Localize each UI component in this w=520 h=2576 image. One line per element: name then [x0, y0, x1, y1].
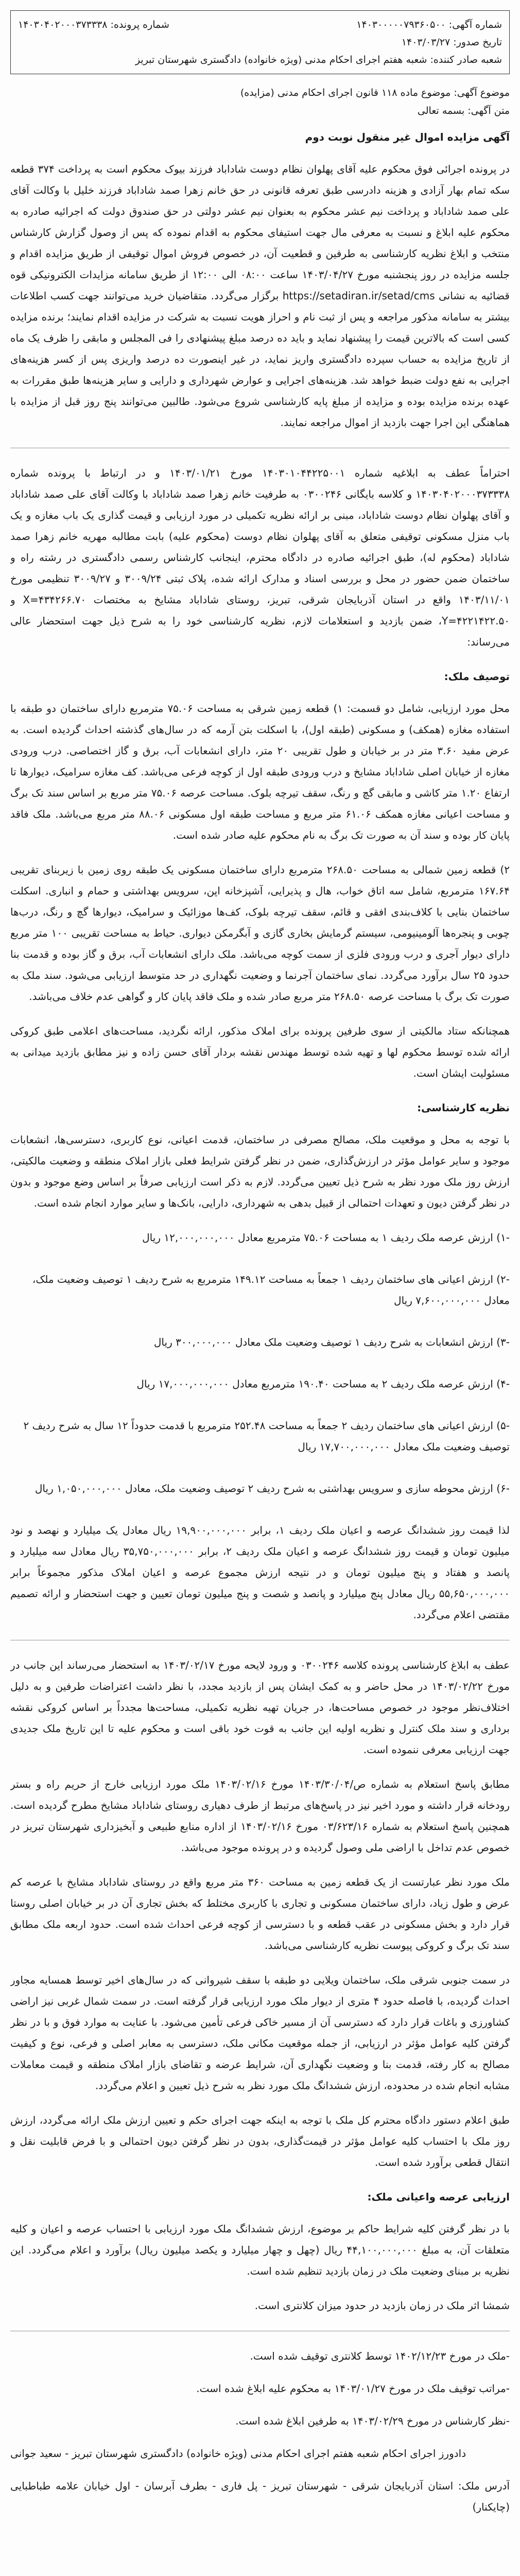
case-number: شماره پرونده: ۱۴۰۳۰۴۰۲۰۰۰۳۷۳۳۳۸: [18, 19, 169, 30]
valuation-item: -۲) ارزش اعیانی های ساختمان ردیف ۱ جمعاً به مساحت ۱۴۹.۱۲ مترمربع به شرح ردیف ۱ توصیف وضعیت ملک، معادل ۷,۶۰۰,۰۰۰,۰۰۰ ریال: [32, 1273, 510, 1307]
issuing-branch: شعبه صادر کننده: شعبه هفتم اجرای احکام مدنی (ویژه خانواده) دادگستری شهرستان تبریز: [135, 54, 502, 65]
paragraph-note: شمشا اثر ملک در زمان بازدید در حدود میزان کلانتری است.: [254, 2299, 510, 2312]
notice-number: شماره آگهی: ۱۴۰۳۰۰۰۰۰۷۹۳۶۰۵۰۰: [356, 19, 502, 30]
footer-notification-date: -مراتب توقیف ملک در مورخ ۱۴۰۳/۰۱/۲۷ به محکوم علیه ابلاغ شده است.: [196, 2382, 510, 2395]
footer: [10, 2346, 510, 2518]
footer-signature: دادورز اجرای احکام شعبه هفتم اجرای احکام مدنی (ویژه خانواده) دادگستری شهرستان تبریز - سعید جوانی: [10, 2447, 466, 2460]
issue-date: تاریخ صدور: ۱۴۰۳/۰۳/۲۷: [401, 37, 502, 48]
footer-opinion-date: -نظر کارشناس در مورخ ۱۴۰۳/۰۲/۲۹ به طرفین ابلاغ شده است.: [235, 2415, 510, 2427]
paragraph-expert-opinion: با توجه به محل و موقعیت ملک، مصالح مصرفی در ساختمان، قدمت اعیانی، نوع کاربری، دسترسی‌ها، انشعابات موجود و سایر عوامل مؤثر در ارزش‌گذاری، ضمن در نظر گرفتن شرایط فعلی بازار املاک منطقه و وضعیت مالکیتی، ارزش روز ملک مورد نظر به شرح ذیل تعیین می‌گردد. لازم به ذکر است ارزیابی صرفاً بر اساس وضع موجود و بدون در نظر گرفتن دیون و تعهدات احتمالی از قبیل بدهی به شهرداری، دارایی، بانک‌ها و سایر موارد انجام شده است.: [10, 1133, 510, 1209]
paragraph-property-2: ۲) قطعه زمین شمالی به مساحت ۲۶۸.۵۰ مترمربع دارای ساختمان مسکونی یک طبقه روی زمین با زیربنای تقریبی ۱۶۷.۶۴ مترمربع، شامل سه اتاق خواب، هال و پذیرایی، آشپزخانه اپن، سرویس بهداشتی و حمام و انباری. اسکلت ساختمان بنایی با کلاف‌بندی افقی و قائم، سقف تیرچه بلوک، کف‌ها موزائیک و سرامیک، دیوارها گچ و رنگ، درب‌ها چوبی و پنجره‌ها آلومینیومی، سیستم گرمایش بخاری گازی و آبگرمکن دیواری. حیاط به مساحت تقریبی ۱۰۰ متر مربع دارای دیوار آجری و درب ورودی فلزی از سمت کوچه می‌باشد. ملک دارای انشعابات آب، برق و گاز بوده و قدمت بنا حدود ۲۵ سال برآورد می‌گردد. نمای ساختمان آجرنما و وضعیت نگهداری در حد متوسط ارزیابی می‌شود. سند ملک به صورت تک برگ با مساحت عرصه ۲۶۸.۵۰ متر مربع صادر شده و ملک فاقد پایان کار و گواهی عدم خلاف می‌باشد.: [10, 863, 510, 1003]
expert-opinion-heading: نظریه کارشناسی:: [417, 1101, 510, 1114]
property-description-heading: توصیف ملک:: [444, 670, 510, 683]
notice-subject: موضوع آگهی: موضوع ماده ۱۱۸ قانون اجرای احکام مدنی (مزایده): [240, 87, 510, 98]
footer-seizure-date: -ملک در مورخ ۱۴۰۲/۱۲/۲۳ توسط کلانتری توقیف شده است.: [250, 2350, 510, 2362]
valuation-item: -۱) ارزش عرصه ملک ردیف ۱ به مساحت ۷۵.۰۶ مترمربع معادل ۱۲,۰۰۰,۰۰۰,۰۰۰ ریال: [142, 1231, 510, 1244]
paragraph-inquiry-response: مطابق پاسخ استعلام به شماره ص/۱۴۰۳/۳۰/۰۴ مورخ ۱۴۰۳/۰۲/۱۶ ملک مورد ارزیابی خارج از حریم راه و بستر رودخانه قرار داشته و مورد اخیر نیز در پاسخ‌های مرتبط از طرف دهیاری روستای شاداباد مشایخ مطرح گردیده است. همچنین پاسخ استعلام به شماره ۰۳/۶۲۳/۱۶ مورخ ۱۴۰۳/۰۲/۱۶ از اداره منابع طبیعی و آبخیزداری شهرستان تبریز در خصوص عدم تداخل با اراضی ملی وصول گردیده و در پرونده موجود می‌باشد.: [10, 1778, 510, 1854]
valuation-item: -۵) ارزش اعیانی های ساختمان ردیف ۲ جمعاً به مساحت ۲۵۲.۴۸ مترمربع با قدمت حدوداً ۱۲ سال به شرح ردیف ۲ توصیف وضعیت ملک معادل ۱۷,۷۰۰,۰۰۰,۰۰۰ ریال: [23, 1419, 510, 1453]
valuation-item: -۶) ارزش محوطه سازی و سرویس بهداشتی به شرح ردیف ۲ توصیف وضعیت ملک، معادل ۱,۰۵۰,۰۰۰,۰۰۰ ریال: [34, 1482, 510, 1495]
paragraph-supplementary-review: عطف به ابلاغ کارشناسی پرونده کلاسه ۰۳۰۰۲۴۶ و ورود لایحه مورخ ۱۴۰۳/۰۲/۱۷ به استحضار می‌رساند این جانب در مورخ ۱۴۰۳/۰۲/۲۲ در محل حاضر و به کمک ایشان پس از بازدید مجدد، با نظر داشت اعتراضات طرفین و به دلیل اختلاف‌نظر موجود در خصوص مساحت‌ها، در جریان تهیه نظریه تکمیلی، مساحت‌ها مجدداً بر اساس کروکی نقشه برداری و سند ملک کنترل و نظریه اولیه این جانب به قوت خود باقی است و محکوم علیه تا این تاریخ ملک جدیدی جهت ارزیابی معرفی ننموده است.: [10, 1659, 510, 1756]
paragraph-surroundings: در سمت جنوبی شرقی ملک، ساختمان ویلایی دو طبقه با سقف شیروانی که در سال‌های اخیر توسط همسایه مجاور احداث گردیده، با فاصله حدود ۴ متری از دیوار ملک مورد ارزیابی قرار گرفته است. در سمت شمال غربی نیز اراضی کشاورزی و باغات قرار دارد که دسترسی آن از مسیر خاکی فرعی تأمین می‌شود. با عنایت به موارد فوق و با در نظر گرفتن کلیه عوامل مؤثر در ارزیابی، از جمله موقعیت مکانی ملک، دسترسی به معابر اصلی و فرعی، نوع و کیفیت مصالح به کار رفته، قدمت بنا و وضعیت نگهداری آن، شرایط عرضه و تقاضای بازار املاک منطقه و قیمت معاملات مشابه انجام شده در محدوده، ارزش ششدانگ ملک مورد نظر به شرح ذیل تعیین و اعلام می‌گردد.: [10, 1974, 510, 2092]
final-valuation-heading: ارزیابی عرصه واعیانی ملک:: [367, 2191, 510, 2203]
valuation-item: -۴) ارزش عرصه ملک ردیف ۲ به مساحت ۱۹۰.۴۰ مترمربع معادل ۱۷,۰۰۰,۰۰۰,۰۰۰ ریال: [136, 1378, 510, 1390]
intro-heading: آگهی مزایده اموال غیر منقول نوبت دوم: [305, 131, 510, 143]
paragraph-final-value: با در نظر گرفتن کلیه شرایط حاکم بر موضوع، ارزش ششدانگ ملک مورد ارزیابی با احتساب عرصه و اعیان و کلیه متعلقات آن، به مبلغ ۴۴,۱۰۰,۰۰۰,۰۰۰ ریال (چهل و چهار میلیارد و یکصد میلیون ریال) برآورد و اعلام می‌گردد. این نظریه بر مبنای وضعیت ملک در زمان بازدید تنظیم شده است.: [10, 2223, 510, 2277]
paragraph-property-summary: ملک مورد نظر عبارتست از یک قطعه زمین به مساحت ۳۶۰ متر مربع واقع در روستای شاداباد مشایخ با عرصه کم عرض و طول زیاد، دارای ساختمان مسکونی و تجاری با کاربری مختلط که بخش تجاری آن در بر خیابان اصلی روستا قرار دارد و بخش مسکونی در عقب قطعه و با دسترسی از کوچه فرعی احداث شده است. حدود اربعه ملک مطابق سند تک برگ و کروکی پیوست نظریه کارشناسی می‌باشد.: [10, 1876, 510, 1952]
paragraph-expert-intro: احتراماً عطف به ابلاغیه شماره ۱۴۰۳۰۱۰۴۴۲۲۵۰۰۱ مورخ ۱۴۰۳/۰۱/۲۱ و در ارتباط با پرونده شماره ۱۴۰۳۰۴۰۲۰۰۰۳۷۳۳۳۸ و کلاسه بایگانی ۰۳۰۰۲۴۶ به طرفیت خانم زهرا صمد شاداباد با وکالت آقای علی صمد شاداباد و آقای پهلوان نظام دوست شاداباد، مبنی بر ارائه نظریه تکمیلی در مورد ارزیابی و قیمت گذاری یک باب مغازه و یک باب منزل مسکونی توقیفی متعلق به آقای پهلوان نظام دوست (محکوم علیه) بابت مطالبه مهریه خانم زهرا صمد شاداباد (محکوم له)، طبق اجرائیه صادره در دادگاه محترم، اینجانب کارشناس رسمی دادگستری در رشته راه و ساختمان ضمن حضور در محل و بررسی اسناد و مدارک ارائه شده، پلاک ثبتی ۳۰۰۹/۲۴ و ۳۰۰۹/۲۷ تنظیمی مورخ ۱۴۰۳/۱۱/۰۱ واقع در استان آذربایجان شرقی، تبریز، روستای شاداباد مشایخ به مختصات X=۴۳۴۲۶۶.۷۰ و Y=۴۲۲۱۴۲۲.۵۰، ضمن بازدید و استعلامات لازم، نظریه کارشناسی خود را به شرح ذیل جهت استحضار عالی می‌رساند:: [10, 467, 510, 648]
notice-header: [10, 10, 510, 74]
paragraph-total-value: لذا قیمت روز ششدانگ عرصه و اعیان ملک ردیف ۱، برابر ۱۹,۹۰۰,۰۰۰,۰۰۰ ریال معادل یک میلیارد و نهصد و نود میلیون تومان و قیمت روز ششدانگ عرصه و اعیان ملک ردیف ۲، برابر ۳۵,۷۵۰,۰۰۰,۰۰۰ ریال معادل سه میلیارد و پانصد و هفتاد و پنج میلیون تومان و در نتیجه ارزش مجموع عرصه و اعیان املاک مذکور مجموعاً برابر ۵۵,۶۵۰,۰۰۰,۰۰۰ ریال معادل پنج میلیارد و پانصد و شصت و پنج میلیون تومان تعیین و جهت استحضار و ارائه تصمیم مقتضی اعلام می‌گردد.: [10, 1524, 510, 1621]
footer-address: آدرس ملک: استان آذربایجان شرقی - شهرستان تبریز - پل فاری - بطرف آبرسان - اول خیابان علامه طباطبایی (چایکنار): [10, 2480, 510, 2513]
paragraph-property-1: محل مورد ارزیابی، شامل دو قسمت: ۱) قطعه زمین شرقی به مساحت ۷۵.۰۶ مترمربع دارای ساختمان دو طبقه با استفاده مغازه (همکف) و مسکونی (طبقه اول)، با اسکلت بتن آرمه که در سال‌های گذشته احداث گردیده است. به عرض مفید ۳.۶۰ متر در بر خیابان و طول تقریبی ۲۰ متر، دارای انشعابات آب، برق و گاز اختصاصی. درب ورودی مغازه از خیابان اصلی شاداباد مشایخ و درب ورودی طبقه اول از کوچه فرعی می‌باشد. کف مغازه سرامیک، دیوارها تا ارتفاع ۱.۲۰ متر کاشی و مابقی گچ و رنگ، سقف تیرچه بلوک. مساحت عرصه ۷۵.۰۶ متر مربع بر اساس سند تک برگ و مساحت اعیانی مغازه همکف ۶۱.۰۶ متر مربع و مساحت طبقه اول مسکونی ۸۸.۰۶ متر مربع می‌باشد. ملک فاقد پایان کار بوده و سند آن به صورت تک برگ به نام محکوم علیه صادر شده است.: [10, 702, 510, 841]
valuation-item: -۳) ارزش انشعابات به شرح ردیف ۱ توصیف وضعیت ملک معادل ۳۰۰,۰۰۰,۰۰۰ ریال: [153, 1336, 510, 1348]
notice-page: [10, 10, 510, 2576]
header-row-ids: [18, 16, 502, 33]
paragraph-auction-terms: در پرونده اجرائی فوق محکوم علیه آقای پهلوان نظام دوست شاداباد فرزند بیوک محکوم است به پرداخت ۳۷۴ قطعه سکه تمام بهار آزادی و هزینه دادرسی طبق تعرفه قانونی در حق خانم زهرا صمد شاداباد فرزند خلیل با وکالت آقای علی صمد شاداباد و پرداخت نیم عشر محکوم به بعنوان نیم عشر دولتی در حق صندوق دولت که اجرائیه صادره به محکوم علیه ابلاغ و نسبت به معرفی مال جهت استیفای محکوم به اقدام نموده که پس از وصول گزارش کارشناس منتخب و ابلاغ نظریه کارشناسی به طرفین و قطعیت آن، در خصوص فروش اموال توقیفی از طریق مزایده اقدام و جلسه مزایده در روز پنجشنبه مورخ ۱۴۰۳/۰۴/۲۷ ساعت ۰۸:۰۰ الی ۱۲:۰۰ از طریق سامانه مزایدات الکترونیکی قوه قضائیه به نشانی https://setadiran.ir/setad/cms برگزار می‌گردد. متقاضیان خرید می‌توانند جهت کسب اطلاعات بیشتر به سامانه مذکور مراجعه و پس از ثبت نام و احراز هویت نسبت به شرکت در مزایده اقدام نمایند؛ برنده مزایده کسی است که بالاترین قیمت را پیشنهاد نماید و باید ده درصد مبلغ پیشنهادی را فی المجلس و مابقی را ظرف یک ماه از تاریخ مزایده به حساب سپرده دادگستری واریز نماید، در غیر اینصورت ده درصد واریزی پس از کسر هزینه‌های اجرایی به نفع دولت ضبط خواهد شد. هزینه‌های اجرایی و عوارض شهرداری و دارایی و سایر هزینه‌ها طبق مقررات به عهده برنده مزایده بوده و مزایده از مبلغ پایه کارشناسی شروع می‌شود. طالبین می‌توانند پنج روز قبل از مزایده با هماهنگی این اجرا جهت بازدید از اموال مراجعه نمایند.: [10, 163, 510, 429]
paragraph-court-order: طبق اعلام دستور دادگاه محترم کل ملک با توجه به اینکه جهت اجرای حکم و تعیین ارزش ملک ارائه می‌گردد، ارزش روز ملک با احتساب کلیه عوامل مؤثر در قیمت‌گذاری، بدون در نظر گرفتن دیون احتمالی و با فرض قابلیت نقل و انتقال قطعی برآورد شده است.: [10, 2114, 510, 2168]
paragraph-ownership-note: همچنانکه ستاد مالکیتی از سوی طرفین پرونده برای املاک مذکور، ارائه نگردید، مساحت‌های اعلامی طبق کروکی ارائه شده توسط محکوم لها و تهیه شده توسط مهندس نقشه بردار آقای حسن زاده و نیز مطابق بازدید میدانی به مسئولیت ایشان است.: [10, 1025, 510, 1079]
body-title: متن آگهی: بسمه تعالی: [417, 105, 510, 116]
